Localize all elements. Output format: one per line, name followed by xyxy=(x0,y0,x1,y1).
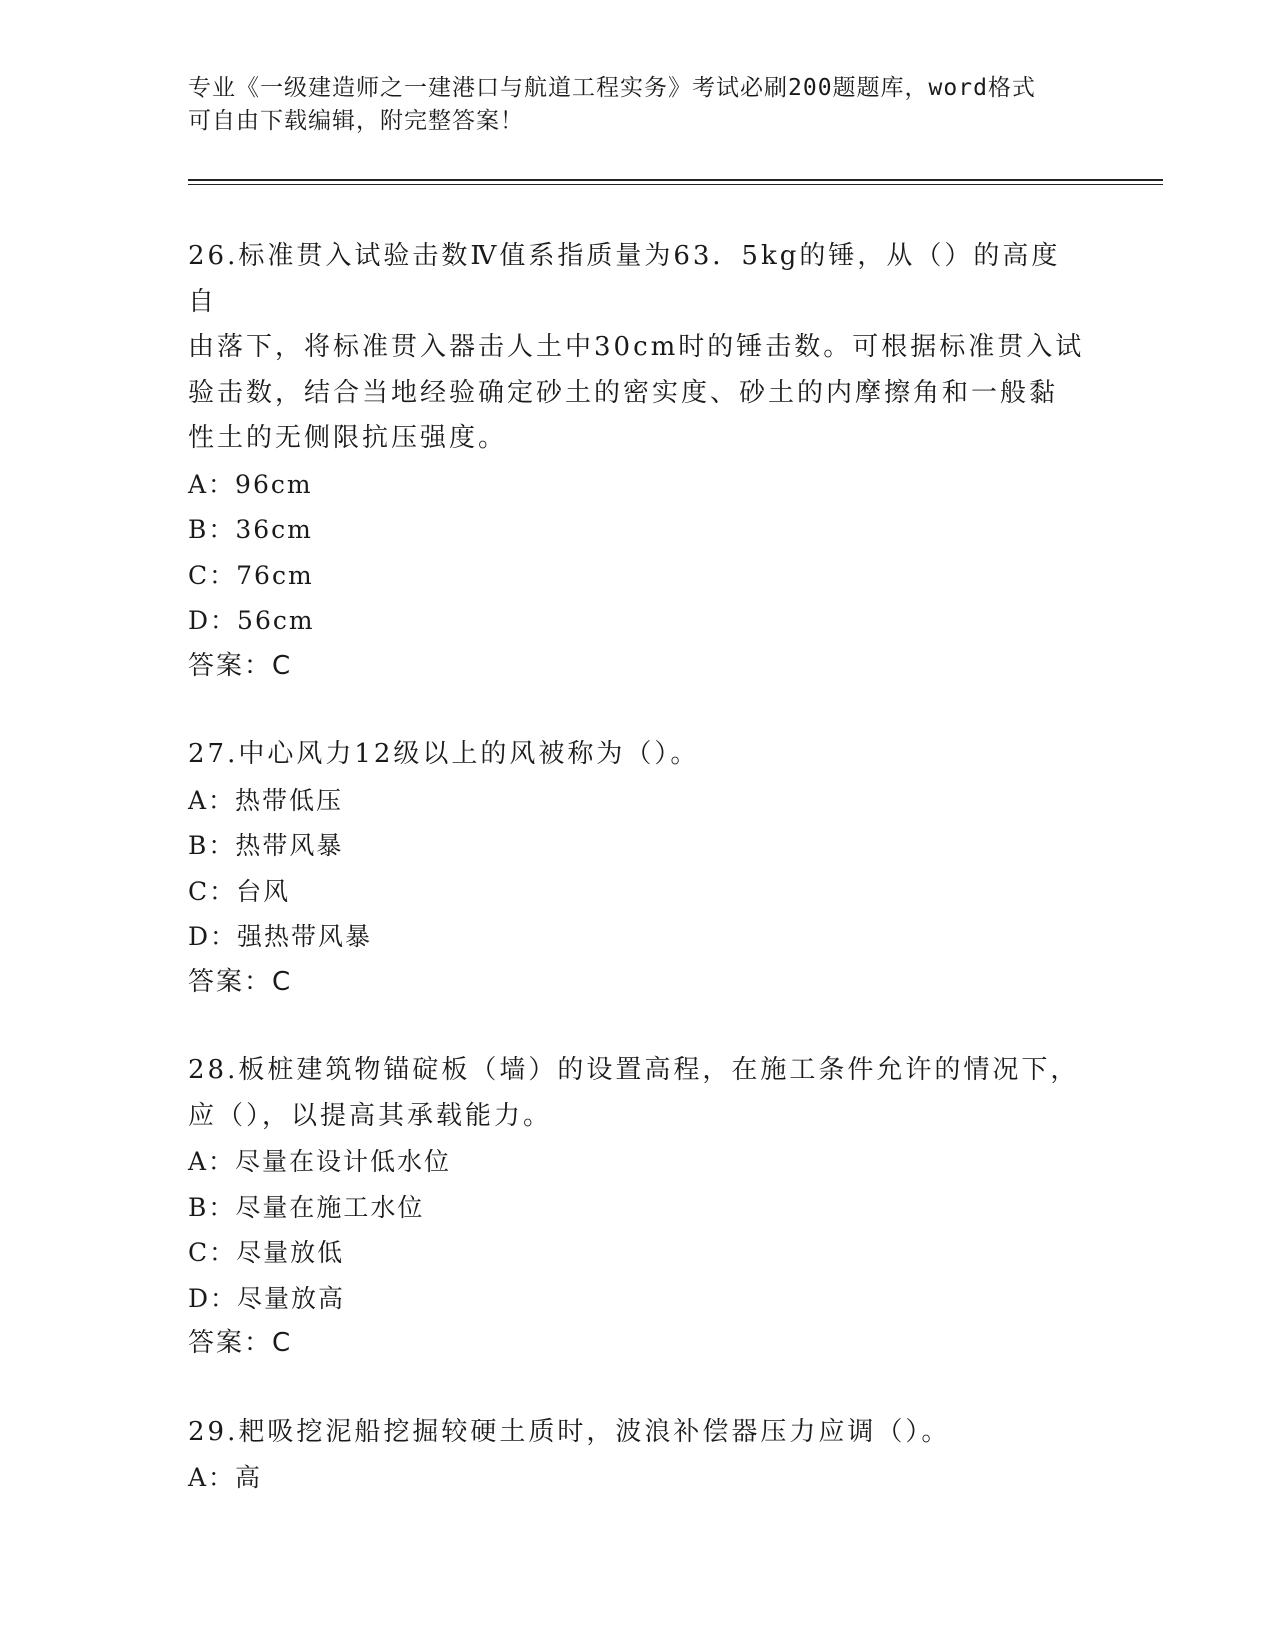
answer-line: 答案：C xyxy=(188,966,293,997)
question-stem-line: 28.板桩建筑物锚碇板（墙）的设置高程，在施工条件允许的情况下， xyxy=(188,1055,1080,1085)
question-28 xyxy=(188,1048,1088,1367)
question-stem-line: 27.中心风力12级以上的风被称为（）。 xyxy=(188,739,700,769)
header-divider-thick xyxy=(188,179,1163,181)
option-c: C：76cm xyxy=(188,560,314,590)
option-a: A：96cm xyxy=(188,469,313,499)
option-a: A：尽量在设计低水位 xyxy=(188,1147,452,1176)
question-26 xyxy=(188,234,1088,689)
option-a: A：高 xyxy=(188,1463,263,1492)
question-stem-line: 26.标准贯入试验击数Ⅳ值系指质量为63．5kg的锤，从（）的高度自 xyxy=(188,241,1061,317)
header-line-2: 可自由下载编辑，附完整答案！ xyxy=(188,108,524,134)
question-27 xyxy=(188,732,1088,1005)
question-stem-line: 性土的无侧限抗压强度。 xyxy=(188,423,508,453)
question-stem-line: 29.耙吸挖泥船挖掘较硬土质时，波浪补偿器压力应调（）。 xyxy=(188,1416,951,1447)
option-b: B：热带风暴 xyxy=(188,831,344,860)
option-c: C：台风 xyxy=(188,876,291,906)
option-b: B：尽量在施工水位 xyxy=(188,1192,425,1222)
answer-line: 答案：C xyxy=(188,650,293,681)
option-d: D：56cm xyxy=(188,606,315,635)
question-stem-line: 验击数，结合当地经验确定砂土的密实度、砂土的内摩擦角和一般黏 xyxy=(188,377,1059,408)
answer-line: 答案：C xyxy=(188,1328,293,1358)
option-a: A：热带低压 xyxy=(188,785,344,815)
question-29 xyxy=(188,1410,1088,1501)
option-b: B：36cm xyxy=(188,515,313,544)
header-line-1: 专业《一级建造师之一建港口与航道工程实务》考试必刷200题题库，word格式 xyxy=(188,75,1036,101)
question-stem-line: 由落下，将标准贯入器击人土中30cm时的锤击数。可根据标准贯入试 xyxy=(188,332,1085,362)
question-stem-line: 应（），以提高其承载能力。 xyxy=(188,1100,553,1131)
option-d: D：强热带风暴 xyxy=(188,922,373,951)
header-divider-thin xyxy=(188,184,1163,185)
option-c: C：尽量放低 xyxy=(188,1238,345,1267)
document-header xyxy=(188,72,1088,138)
question-list xyxy=(188,234,1088,1544)
option-d: D：尽量放高 xyxy=(188,1283,346,1313)
